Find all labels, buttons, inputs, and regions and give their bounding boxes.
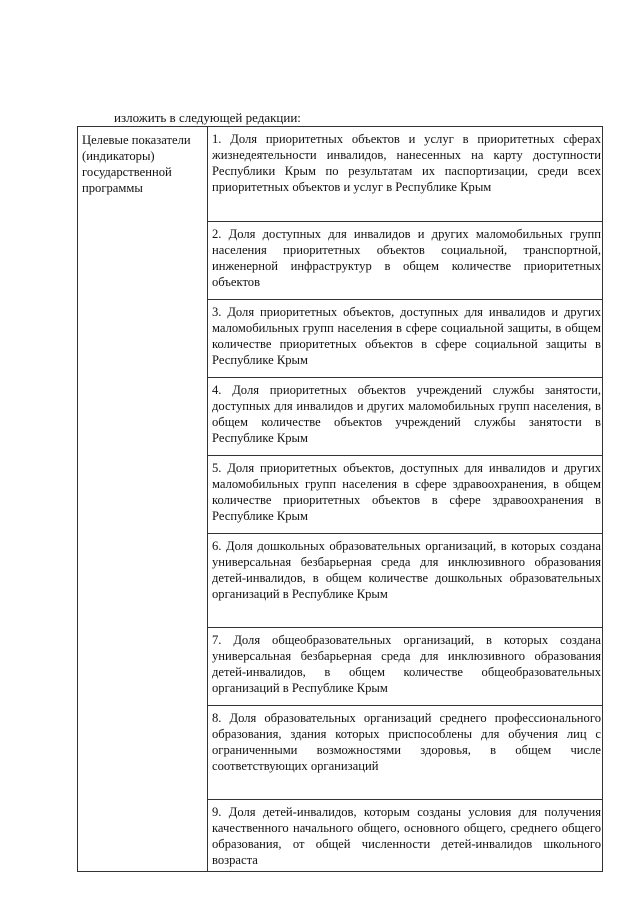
indicator-7: 7. Доля общеобразовательных организаций, в которых создана универсальная безбарьерная среда для инклюзивного образования детей-инвалидов, в общем количестве общеобразовательных организаций в Республике Крым bbox=[207, 628, 603, 706]
indicator-9: 9. Доля детей-инвалидов, которым созданы условия для получения качественного начального общего, основного общего, среднего общего образования, от общей численности детей-инвалидов школьного возраста bbox=[212, 805, 601, 867]
indicator-4: 4. Доля приоритетных объектов учреждений службы занятости, доступных для инвалидов и других маломобильных групп населения, в общем количестве объектов учреждений службы занятости в Республике Крым bbox=[207, 378, 603, 456]
indicator-3: 3. Доля приоритетных объектов, доступных для инвалидов и других маломобильных групп населения в сфере социальной защиты, в общем количестве приоритетных объектов в сфере социальной защиты в Республике Крым bbox=[207, 300, 603, 378]
indicators-table bbox=[77, 126, 603, 872]
indicator-2: 2. Доля доступных для инвалидов и других маломобильных групп населения приоритетных объектов социальной, транспортной, инженерной инфраструктур в общем количестве приоритетных объектов bbox=[207, 222, 603, 300]
indicator-1: 1. Доля приоритетных объектов и услуг в приоритетных сферах жизнедеятельности инвалидов, нанесенных на карту доступности Республики Крым по результатам их паспортизации, среди всех приоритетных объектов и услуг в Республике Крым bbox=[207, 127, 603, 222]
indicator-6: 6. Доля дошкольных образовательных организаций, в которых создана универсальная безбарьерная среда для инклюзивного образования детей-инвалидов, в общем количестве дошкольных образовательных организаций в Республике Крым bbox=[207, 534, 603, 628]
indicator-8: 8. Доля образовательных организаций среднего профессионального образования, здания которых приспособлены для обучения лиц с ограниченными возможностями здоровья, в общем числе соответствующих организаций bbox=[207, 706, 603, 800]
indicators-column bbox=[207, 127, 604, 871]
intro-text: изложить в следующей редакции: bbox=[114, 110, 301, 125]
indicator-5: 5. Доля приоритетных объектов, доступных для инвалидов и других маломобильных групп населения в сфере здравоохранения, в общем количестве приоритетных объектов в сфере здравоохранения в Республике Крым bbox=[207, 456, 603, 534]
left-header-cell: Целевые показатели (индикаторы) государственной программы bbox=[78, 127, 208, 871]
